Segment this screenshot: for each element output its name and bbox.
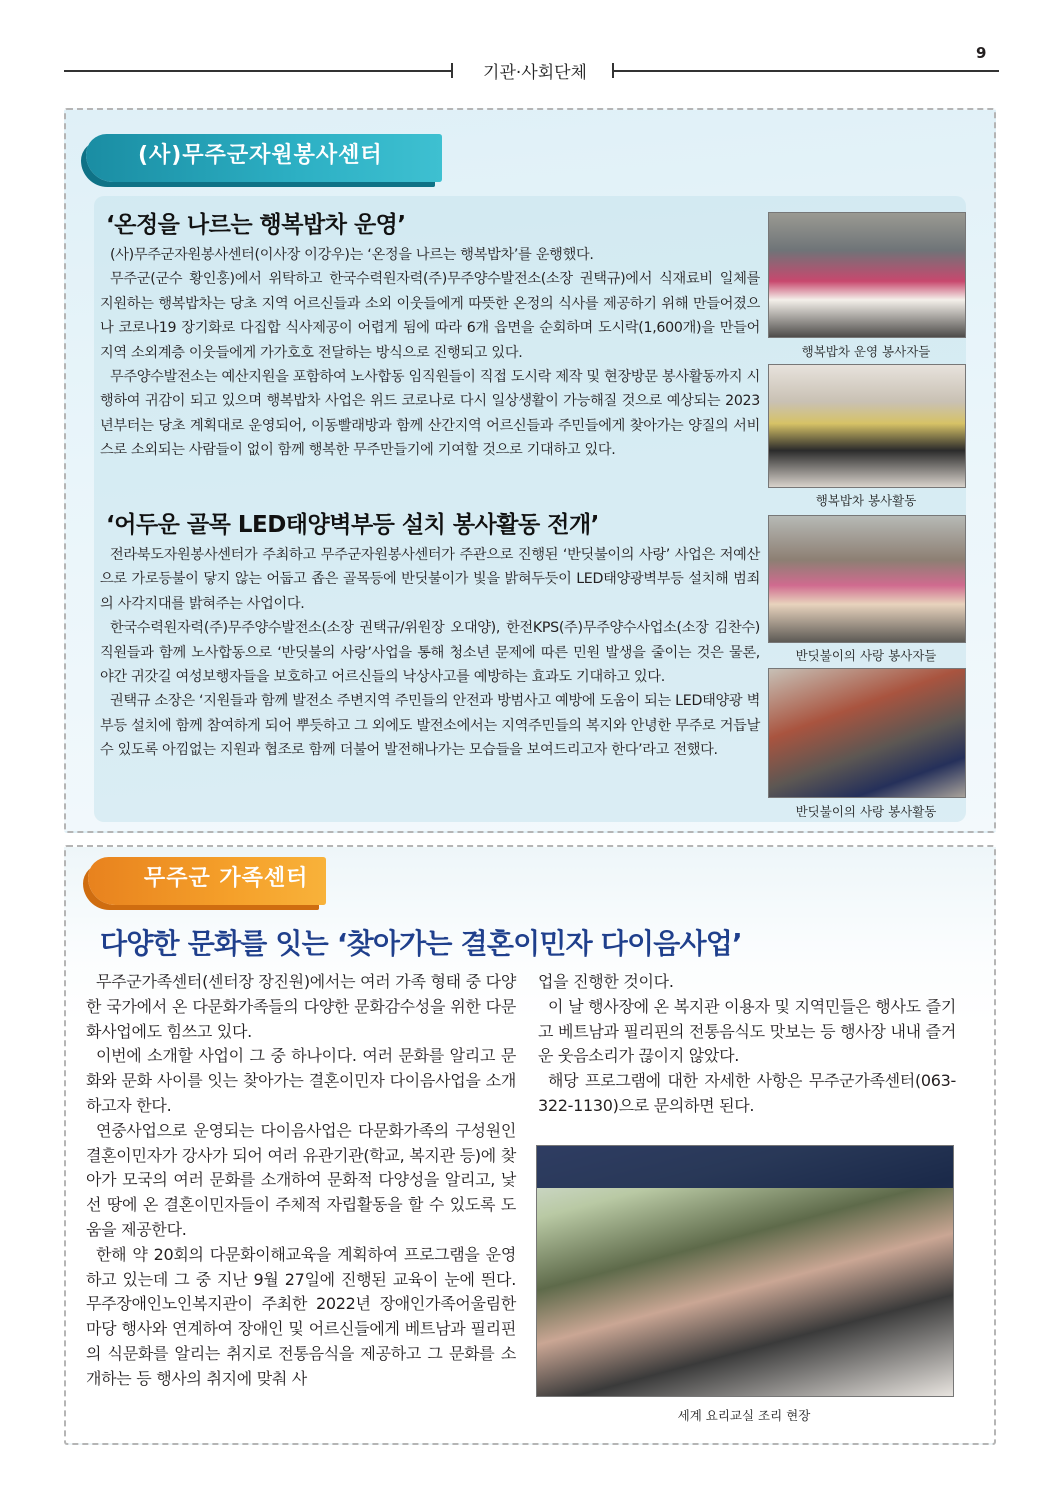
paragraph: 전라북도자원봉사센터가 주최하고 무주군자원봉사센터가 주관으로 진행된 ‘반딧불이의 사랑’ 사업은 저예산으로 가로등불이 닿지 않는 어둡고 좁은 골목등에 반딧불이가 빛을 밝혀두듯이 LED태양광벽부등 설치해 범죄의 사각지대를 밝혀주는 사업이다. — [100, 547, 760, 612]
section-tab-volunteer: (사)무주군자원봉사센터 — [86, 134, 442, 182]
photo-meal-truck-volunteers — [768, 212, 966, 338]
article-body-meal-truck — [100, 243, 760, 463]
photo-meal-truck-activity — [768, 364, 966, 488]
section-label: 기관·사회단체 — [483, 63, 587, 83]
paragraph: 무주군(군수 황인홍)에서 위탁하고 한국수력원자력(주)무주양수발전소(소장 권택규)에서 식재료비 일체를 지원하는 행복밥차는 당초 지역 어르신들과 소외 이웃들에게 따뜻한 온정의 식사를 제공하기 위해 만들어졌으나 코로나19 장기화로 다집합 식사제공이 어렵게 됨에 따라 6개 읍면을 순회하며 도시락(1,600개)을 만들어 지역 소외계층 이웃들에게 가가호호 전달하는 방식으로 진행되고 있다. — [100, 271, 760, 361]
article-body-led-lights — [100, 543, 760, 763]
header-tick-left — [451, 63, 453, 78]
header-rule-left — [64, 70, 452, 72]
paragraph: 이번에 소개할 사업이 그 중 하나이다. 여러 문화를 알리고 문화와 문화 사이를 잇는 찾아가는 결혼이민자 다이음사업을 소개하고자 한다. — [86, 1046, 516, 1115]
paragraph: 무주양수발전소는 예산지원을 포함하여 노사합동 임직원들이 직접 도시락 제작 및 현장방문 봉사활동까지 시행하여 귀감이 되고 있으며 행복밥차 사업은 위드 코로나로 다시 일상생활이 가능해질 것으로 예상되는 2023년부터는 당초 계획대로 운영되어, 이동빨래방과 함께 산간지역 어르신들과 주민들에게 찾아가는 양질의 서비스로 소외되는 사람들이 없이 함께 행복한 무주만들기에 기여할 것으로 기대하고 있다. — [100, 369, 760, 459]
header-rule-right — [612, 70, 999, 72]
article-title-led-lights: ‘어두운 골목 LED태양벽부등 설치 봉사활동 전개’ — [106, 512, 599, 538]
paragraph: 한해 약 20회의 다문화이해교육을 계획하여 프로그램을 운영하고 있는데 그 중 지난 9월 27일에 진행된 교육이 눈에 띈다. 무주장애인노인복지관이 주최한 2022년 장애인가족어울림한마당 행사와 연계하여 장애인 및 어르신들에게 베트남과 필리핀의 식문화를 알리는 취지로 전통음식을 제공하고 그 문화를 소개하는 등 행사의 취지에 맞춰 사 — [86, 1244, 516, 1388]
article-title-meal-truck: ‘온정을 나르는 행복밥차 운영’ — [106, 212, 406, 238]
tent-canopy — [537, 1146, 953, 1188]
paragraph: 한국수력원자력(주)무주양수발전소(소장 권택규/위원장 오대양), 한전KPS(주)무주양수사업소(소장 김찬수) 직원들과 함께 노사합동으로 ‘반딧불의 사랑’사업을 통해 청소년 문제에 따른 민원 발생을 줄이는 것은 물론, 야간 귀갓길 여성보행자들을 보호하고 어르신들의 낙상사고를 예방하는 효과도 기대하고 있다. — [100, 620, 760, 686]
photo-firefly-activity — [768, 668, 966, 798]
paragraph: 권택규 소장은 ‘지원들과 함께 발전소 주변지역 주민들의 안전과 방범사고 예방에 도움이 되는 LED태양광 벽부등 설치에 함께 참여하게 되어 뿌듯하고 그 외에도 발전소에서는 지역주민들의 복지와 안녕한 무주로 거듭날 수 있도록 아낌없는 지원과 협조로 함께 더불어 발전해나가는 모습들을 보여드리고자 한다’라고 전했다. — [100, 693, 760, 759]
photo-caption: 행복밥차 운영 봉사자들 — [801, 344, 931, 359]
paragraph: 이 날 행사장에 온 복지관 이용자 및 지역민들은 행사도 즐기고 베트남과 필리핀의 전통음식도 맛보는 등 행사장 내내 즐거운 웃음소리가 끊이지 않았다. — [538, 996, 956, 1066]
paragraph: 연중사업으로 운영되는 다이음사업은 다문화가족의 구성원인 결혼이민자가 강사가 되어 여러 유관기관(학교, 복지관 등)에 찾아가 모국의 여러 문화를 소개하여 문화적 다양성을 알리고, 낯선 땅에 온 결혼이민자들이 주체적 자립활동을 할 수 있도록 도움을 제공한다. — [86, 1120, 516, 1239]
photo-caption: 세계 요리교실 조리 현장 — [677, 1408, 811, 1423]
page-number: 9 — [976, 44, 987, 62]
photo-caption: 반딧불이의 사랑 봉사자들 — [795, 648, 937, 663]
section-tab-family-center: 무주군 가족센터 — [88, 857, 326, 905]
photo-caption: 행복밥차 봉사활동 — [815, 493, 917, 508]
paragraph: 무주군가족센터(센터장 장진원)에서는 여러 가족 형태 중 다양한 국가에서 온 다문화가족들의 다양한 문화감수성을 위한 다문화사업에도 힘쓰고 있다. — [86, 972, 516, 1041]
photo-caption: 반딧불이의 사랑 봉사활동 — [795, 804, 937, 819]
paragraph: (사)무주군자원봉사센터(이사장 이강우)는 ‘온정을 나르는 행복밥차’를 운행했다. — [110, 247, 594, 263]
paragraph: 해당 프로그램에 대한 자세한 사항은 무주군가족센터(063-322-1130)으로 문의하면 된다. — [538, 1071, 956, 1115]
article-title-daieum: 다양한 문화를 잇는 ‘찾아가는 결혼이민자 다이음사업’ — [100, 927, 742, 960]
photo-cooking-class — [536, 1145, 954, 1397]
article-body-left-column — [86, 970, 516, 1392]
paragraph: 업을 진행한 것이다. — [538, 972, 674, 991]
photo-firefly-volunteers — [768, 515, 966, 643]
article-body-right-column — [538, 970, 956, 1119]
